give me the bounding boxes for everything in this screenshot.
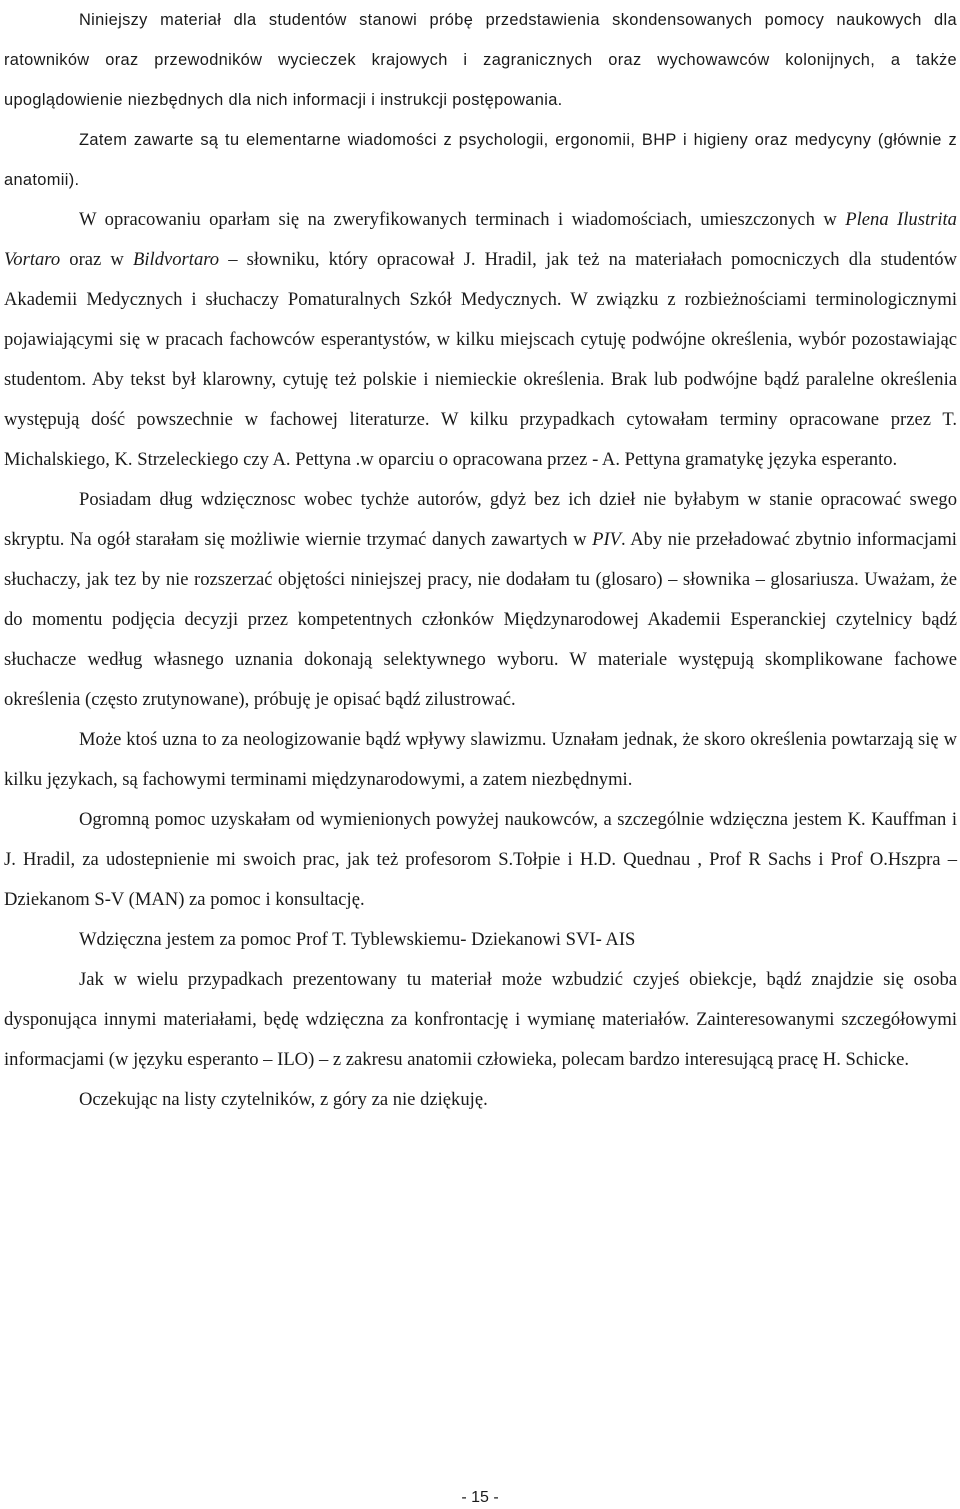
paragraph-gratitude-authors [4, 480, 957, 720]
paragraph-text: Ogromną pomoc uzyskałam od wymienionych powyżej naukowców, a szczególnie wdzięczna jestem K. Kauffman i J. Hradil, za udostepnienie mi swoich prac, jak też profesorom S.Tołpie i H.D. Quednau , Prof R Sachs i Prof O.Hszpra – Dziekanom S-V (MAN) za pomoc i konsultację. [4, 809, 957, 910]
paragraph-text: Wdzięczna jestem za pomoc Prof T. Tyblewskiemu- Dziekanowi SVI- AIS [79, 929, 636, 950]
paragraph-text: Jak w wielu przypadkach prezentowany tu materiał może wzbudzić czyjeś obiekcje, bądź znajdzie się osoba dysponująca innymi materiałami, będę wdzięczna za konfrontację i wymianę materiałów. Zainteresowanymi szczegółowymi informacjami (w języku esperanto – ILO) – z zakresu anatomii człowieka, polecam bardzo interesującą pracę H. Schicke. [4, 969, 957, 1070]
paragraph-text: Posiadam dług wdzięcznosc wobec tychże autorów, gdyż bez ich dzieł nie byłabym w stanie opracować swego skryptu. Na ogół starałam się możliwie wiernie trzymać danych zawartych w [4, 489, 957, 550]
paragraph-text: Zatem zawarte są tu elementarne wiadomości z psychologii, ergonomii, BHP i higieny oraz medycyny (głównie z anatomii). [4, 131, 957, 189]
paragraph-acknowledgements [4, 800, 957, 920]
paragraph-text: . Aby nie przeładować zbytnio informacjami słuchaczy, jak tez by nie rozszerzać objętości niniejszej pracy, nie dodałam tu (glosaro) – słownika – glosariusza. Uważam, że do momentu podjęcia decyzji przez kompetentnych członków Międzynarodowej Akademii Esperanckiej czytelnicy bądź słuchacze według własnego uznania dokonają selektywnego wyboru. W materiale występują skomplikowane fachowe określenia (często zrutynowane), próbuję je opisać bądź zilustrować. [4, 529, 957, 710]
document-page [4, 0, 957, 1120]
paragraph-text: oraz w [60, 249, 133, 270]
paragraph-neologisms [4, 720, 957, 800]
paragraph-text: – słowniku, który opracował J. Hradil, jak też na materiałach pomocniczych dla studentów Akademii Medycznych i słuchaczy Pomaturalnych Szkół Medycznych. W związku z rozbieżnościami terminologicznymi pojawiającymi się w pracach fachowców esperantystów, w kilku miejscach cytuję podwójne określenia, wybór pozostawiając studentom. Aby tekst był klarowny, cytuję też polskie i niemieckie określenia. Brak lub podwójne bądź paralelne określenia występują dość powszechnie w fachowej literaturze. W kilku przypadkach cytowałam terminy opracowane przez T. Michalskiego, K. Strzeleckiego czy A. Pettyna .w oparciu o opracowana przez - A. Pettyna gramatykę języka esperanto. [4, 249, 957, 470]
paragraph-text: Może ktoś uzna to za neologizowanie bądź wpływy slawizmu. Uznałam jednak, że skoro określenia powtarzają się w kilku językach, są fachowymi terminami międzynarodowymi, a zatem niezbędnymi. [4, 729, 957, 790]
paragraph-objections [4, 960, 957, 1080]
paragraph-content-scope [4, 120, 957, 200]
paragraph-text: W opracowaniu oparłam się na zweryfikowanych terminach i wiadomościach, umieszczonych w [79, 209, 846, 230]
paragraph-intro [4, 0, 957, 120]
paragraph-thanks-tyblewski [4, 920, 957, 960]
paragraph-text: Niniejszy materiał dla studentów stanowi próbę przedstawienia skondensowanych pomocy naukowych dla ratowników oraz przewodników wycieczek krajowych i zagranicznych oraz wychowawców kolonijnych, a także upoglądowienie niezbędnych dla nich informacji i instrukcji postępowania. [4, 11, 957, 109]
paragraph-text: Oczekując na listy czytelników, z góry za nie dziękuję. [79, 1089, 488, 1110]
page-number: - 15 - [461, 1489, 499, 1506]
italic-title-plena-ilustrita-vortaro: Plena Ilustrita Vortaro [4, 209, 957, 270]
italic-abbreviation-piv: PIV [592, 529, 622, 550]
paragraph-closing [4, 1080, 957, 1120]
paragraph-sources [4, 200, 957, 480]
italic-title-bildvortaro: Bildvortaro [133, 249, 220, 270]
